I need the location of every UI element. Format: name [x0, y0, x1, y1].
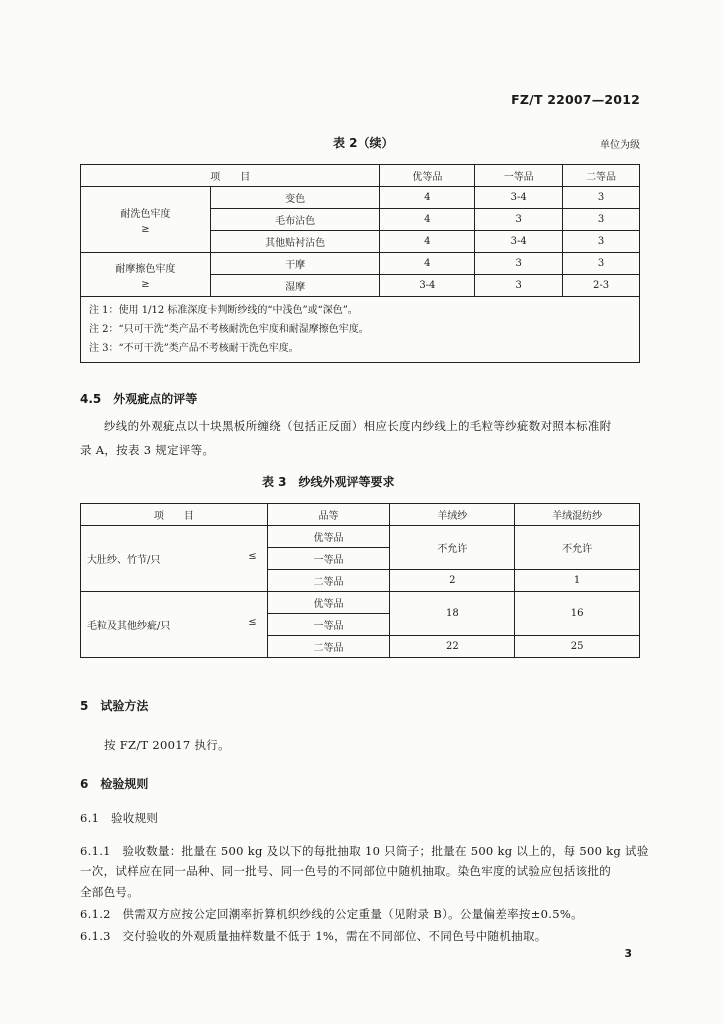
group-label: 大肚纱、竹节/只 [87, 555, 161, 566]
table2-header-grade3: 二等品 [563, 165, 640, 187]
ge-symbol: ≥ [141, 278, 150, 290]
section-5-heading: 5 试验方法 [80, 699, 149, 713]
grade-cell: 二等品 [267, 570, 390, 592]
cell-value: 2 [390, 570, 515, 592]
table3-header-item: 项 目 [81, 504, 268, 526]
section-5-text: 按 FZ/T 20017 执行。 [104, 738, 230, 752]
grade-cell: 优等品 [267, 592, 390, 614]
table2-header-item: 项 目 [81, 165, 380, 187]
section-6-heading: 6 检验规则 [80, 777, 149, 791]
table-row [81, 253, 640, 275]
table-row [81, 592, 640, 614]
table3-group-slub [81, 526, 268, 592]
cell-value: 18 [390, 592, 515, 636]
row-item: 其他贴衬沾色 [210, 231, 380, 253]
row-item: 变色 [210, 187, 380, 209]
cell-value: 3 [563, 209, 640, 231]
standard-code: FZ/T 22007—2012 [511, 92, 640, 107]
row-item: 湿摩 [210, 275, 380, 297]
para-6-1-1-line3: 全部色号。 [80, 885, 139, 899]
note-3: 注 3：“不可干洗”类产品不考核耐干洗色牢度。 [89, 343, 299, 354]
cell-value: 4 [380, 253, 475, 275]
cell-value: 3 [475, 209, 563, 231]
cell-value: 3 [563, 187, 640, 209]
note-2: 注 2：“只可干洗”类产品不考核耐洗色牢度和耐湿摩擦色牢度。 [89, 324, 369, 335]
table2-group-rubbing [81, 253, 211, 297]
cell-value: 3-4 [475, 231, 563, 253]
table3-group-neps [81, 592, 268, 658]
table2-notes-row [81, 297, 640, 363]
ge-symbol: ≥ [141, 223, 150, 235]
le-symbol: ≤ [248, 551, 257, 562]
note-1: 注 1：使用 1/12 标准深度卡判断纱线的“中浅色”或“深色”。 [89, 305, 358, 316]
group-label: 耐摩擦色牢度 [115, 263, 176, 275]
table2-notes [81, 297, 640, 363]
le-symbol: ≤ [248, 617, 257, 628]
row-item: 毛布沾色 [210, 209, 380, 231]
para-6-1-2: 6.1.2 供需双方应按公定回潮率折算机织纱线的公定重量（见附录 B）。公量偏差率按±0.5%。 [80, 907, 583, 921]
table2-header-row [81, 165, 640, 187]
cell-value: 3 [563, 231, 640, 253]
section-4-5-text-line1: 纱线的外观疵点以十块黑板所缠绕（包括正反面）相应长度内纱线上的毛粒等纱疵数对照本标准附 [104, 419, 612, 433]
group-label: 耐洗色牢度 [120, 208, 171, 220]
cell-value: 16 [515, 592, 640, 636]
table-row [81, 187, 640, 209]
cell-value: 3-4 [380, 275, 475, 297]
grade-cell: 一等品 [267, 614, 390, 636]
table2 [80, 164, 640, 363]
table3-header-row [81, 504, 640, 526]
table2-unit: 单位为级 [600, 140, 640, 151]
cell-value: 不允许 [515, 526, 640, 570]
cell-value: 2-3 [563, 275, 640, 297]
page-number: 3 [624, 947, 632, 960]
section-6-1-heading: 6.1 验收规则 [80, 811, 159, 825]
section-4-5-text-line2: 录 A，按表 3 规定评等。 [80, 443, 215, 457]
table2-caption: 表 2（续） [333, 136, 394, 150]
cell-value: 4 [380, 187, 475, 209]
cell-value: 4 [380, 231, 475, 253]
cell-value: 4 [380, 209, 475, 231]
table-row [81, 526, 640, 548]
cell-value: 3 [475, 275, 563, 297]
cell-value: 3 [475, 253, 563, 275]
table2-header-grade1: 优等品 [380, 165, 475, 187]
cell-value: 3-4 [475, 187, 563, 209]
table2-group-washing [81, 187, 211, 253]
table3 [80, 503, 640, 658]
table3-header-grade: 品等 [267, 504, 390, 526]
table2-header-grade2: 一等品 [475, 165, 563, 187]
cell-value: 不允许 [390, 526, 515, 570]
grade-cell: 二等品 [267, 636, 390, 658]
row-item: 干摩 [210, 253, 380, 275]
table3-header-cashmere: 羊绒纱 [390, 504, 515, 526]
cell-value: 25 [515, 636, 640, 658]
para-6-1-3: 6.1.3 交付验收的外观质量抽样数量不低于 1%，需在不同部位、不同色号中随机抽取。 [80, 929, 547, 943]
grade-cell: 一等品 [267, 548, 390, 570]
group-label: 毛粒及其他纱疵/只 [87, 621, 171, 632]
cell-value: 3 [563, 253, 640, 275]
para-6-1-1-line2: 一次，试样应在同一品种、同一批号、同一色号的不同部位中随机抽取。染色牢度的试验应包括该批的 [80, 864, 611, 878]
cell-value: 22 [390, 636, 515, 658]
cell-value: 1 [515, 570, 640, 592]
table3-caption: 表 3 纱线外观评等要求 [262, 475, 395, 489]
para-6-1-1-line1: 6.1.1 验收数量：批量在 500 kg 及以下的每批抽取 10 只筒子；批量在 500 kg 以上的，每 500 kg 试验 [80, 844, 649, 858]
table3-header-blend: 羊绒混纺纱 [515, 504, 640, 526]
section-4-5-heading: 4.5 外观疵点的评等 [80, 392, 198, 406]
grade-cell: 优等品 [267, 526, 390, 548]
